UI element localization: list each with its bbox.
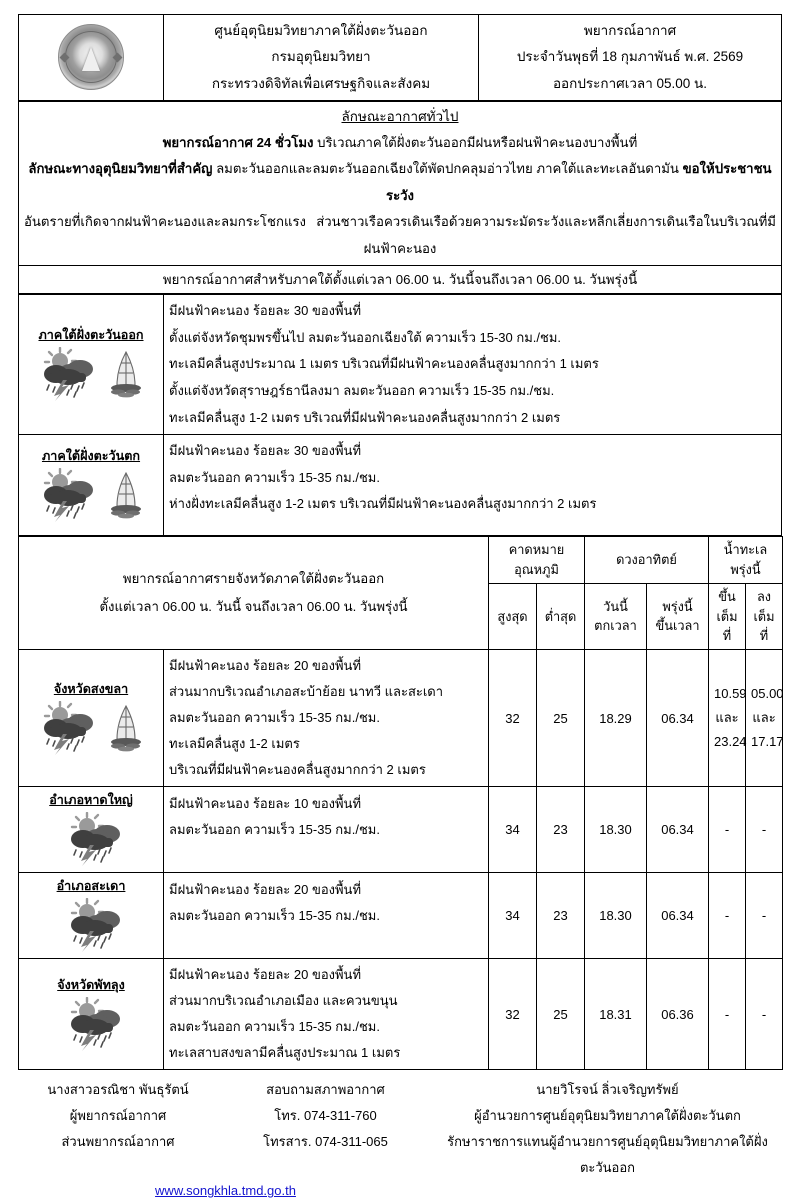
province-spacer <box>169 843 483 869</box>
footer-director-block <box>433 1077 782 1181</box>
province-line: ส่วนมากบริเวณอำเภอเมือง และควนขนุน <box>169 993 398 1009</box>
footer-forecaster-block <box>18 1077 218 1181</box>
temp-min-value: 23 <box>537 873 585 959</box>
region-line: มีฝนฟ้าคะนอง ร้อยละ 30 ของพื้นที่ <box>169 302 362 318</box>
forecast-24h-text: บริเวณภาคใต้ฝั่งตะวันออกมีฝนหรือฝนฟ้าคะนองบางพื้นที่ <box>317 134 638 150</box>
validity-band: พยากรณ์อากาศสำหรับภาคใต้ตั้งแต่เวลา 06.00 น. วันนี้จนถึงเวลา 06.00 น. วันพรุ่งนี้ <box>19 265 782 293</box>
sunset-value: 18.29 <box>585 650 647 787</box>
tide-low-conj: และ <box>752 710 776 726</box>
region-spacer <box>169 518 776 532</box>
temp-max-value: 32 <box>489 650 537 787</box>
organization-block <box>164 15 479 101</box>
synoptic-line <box>24 156 776 209</box>
footer-url-line <box>18 1183 433 1198</box>
bulletin-issue-time: ออกประกาศเวลา 05.00 น. <box>552 75 708 91</box>
region-line: มีฝนฟ้าคะนอง ร้อยละ 30 ของพื้นที่ <box>169 443 362 459</box>
table-row <box>19 650 783 787</box>
sailboat-icon <box>106 470 146 520</box>
province-line: มีฝนฟ้าคะนอง ร้อยละ 10 ของพื้นที่ <box>169 795 362 811</box>
region-body-west <box>164 435 782 536</box>
temp-max-value: 34 <box>489 873 537 959</box>
province-header-row-1 <box>19 537 783 584</box>
synoptic-warning-lead: ขอให้ประชาชนระวัง <box>385 161 772 203</box>
footer-contact-block <box>218 1077 433 1181</box>
table-row <box>19 959 783 1070</box>
director-acting-title: รักษาราชการแทนผู้อำนวยการศูนย์อุตุนิยมวิทยาภาคใต้ฝั่งตะวันออก <box>447 1134 768 1176</box>
tide-low-line1: 05.00 <box>751 686 784 702</box>
province-label-cell <box>19 650 164 787</box>
contact-fax: โทรสาร. 074-311-065 <box>263 1134 388 1150</box>
tide-high-value: - <box>709 787 746 873</box>
region-line: ลมตะวันออก ความเร็ว 15-35 กม./ชม. <box>169 469 380 485</box>
synoptic-lead: ลักษณะทางอุตุนิยมวิทยาที่สำคัญ <box>28 161 213 177</box>
header-tide-high-line1: ขึ้น <box>718 588 736 604</box>
table-row <box>19 873 783 959</box>
general-conditions-row <box>19 101 782 265</box>
header-temp-min: ต่ำสุด <box>537 583 585 649</box>
forecaster-name: นางสาวอรณิชา พันธุรัตน์ <box>47 1082 189 1098</box>
region-line: ห่างฝั่งทะเลมีคลื่นสูง 1-2 เมตร บริเวณที่มีฝนฟ้าคะนองคลื่นสูงมากกว่า 2 เมตร <box>169 496 597 512</box>
website-link[interactable]: www.songkhla.tmd.go.th <box>155 1183 296 1198</box>
bulletin-date: ประจำวันพุธที่ 18 กุมภาพันธ์ พ.ศ. 2569 <box>516 49 744 65</box>
province-line: บริเวณที่มีฝนฟ้าคะนองคลื่นสูงมากกว่า 2 เมตร <box>169 762 426 778</box>
header-sunset <box>585 583 647 649</box>
province-icon <box>59 997 123 1051</box>
province-spacer <box>169 929 483 955</box>
director-name: นายวิโรจน์ ลิ่วเจริญทรัพย์ <box>536 1082 679 1098</box>
temp-max-value: 34 <box>489 787 537 873</box>
tide-low-value: - <box>746 873 783 959</box>
header-tide-high-line2: เต็มที่ <box>716 608 738 644</box>
seal-left-ornament-icon <box>60 53 70 63</box>
general-conditions-cell <box>19 101 782 265</box>
table-row <box>19 787 783 873</box>
sunrise-value: 06.34 <box>647 873 709 959</box>
tide-high-conj: และ <box>715 710 739 726</box>
forecast-24h-line <box>24 130 776 156</box>
province-table-title-line2: ตั้งแต่เวลา 06.00 น. วันนี้ จนถึงเวลา 06.00 น. วันพรุ่งนี้ <box>99 599 408 615</box>
header-sunrise-line1: พรุ่งนี้ <box>662 598 693 614</box>
province-line: ทะเลมีคลื่นสูง 1-2 เมตร <box>169 736 300 752</box>
header-tide-low-line2: เต็มที่ <box>753 608 775 644</box>
header-tide-low <box>746 583 783 649</box>
province-line: ทะเลสาบสงขลามีคลื่นสูงประมาณ 1 เมตร <box>169 1045 401 1061</box>
validity-band-row <box>19 265 782 293</box>
region-label-cell-east <box>19 294 164 434</box>
province-line: มีฝนฟ้าคะนอง ร้อยละ 20 ของพื้นที่ <box>169 658 362 674</box>
province-name: อำเภอสะเดา <box>56 879 126 894</box>
contact-heading: สอบถามสภาพอากาศ <box>266 1082 385 1098</box>
province-label-cell <box>19 959 164 1070</box>
header-sunrise-line2: ขึ้นเวลา <box>655 618 700 634</box>
sunrise-value: 06.34 <box>647 787 709 873</box>
temp-min-value: 23 <box>537 787 585 873</box>
thunderstorm-sun-cloud-rain-icon <box>36 701 102 755</box>
warning-line: อันตรายที่เกิดจากฝนฟ้าคะนองและลมกระโชกแรง ส่วนชาวเรือควรเดินเรือด้วยความระมัดระวังและหลีกเลี่ยงการเดินเรือในบริเวณที่มีฝนฟ้าคะนอง <box>24 214 776 256</box>
sailboat-icon <box>106 703 146 753</box>
thunderstorm-sun-cloud-rain-icon <box>36 347 102 401</box>
region-line: ตั้งแต่จังหวัดสุราษฎร์ธานีลงมา ลมตะวันออก ความเร็ว 15-35 กม./ชม. <box>169 382 555 398</box>
org-line-2: กรมอุตุนิยมวิทยา <box>271 49 371 65</box>
province-icon <box>59 898 123 952</box>
province-table-title-line1: พยากรณ์อากาศรายจังหวัดภาคใต้ฝั่งตะวันออก <box>122 571 385 587</box>
tide-high-value: - <box>709 959 746 1070</box>
contact-phone: โทร. 074-311-760 <box>274 1108 377 1124</box>
header-group-sun: ดวงอาทิตย์ <box>585 537 709 584</box>
masthead-table <box>18 14 782 101</box>
province-name: อำเภอหาดใหญ่ <box>49 793 133 808</box>
header-temp-line1: คาดหมาย <box>508 542 565 558</box>
forecaster-division: ส่วนพยากรณ์อากาศ <box>61 1134 175 1150</box>
header-tide-low-line1: ลง <box>756 588 772 604</box>
forecast-24h-lead: พยากรณ์อากาศ 24 ชั่วโมง <box>162 134 314 150</box>
region-body-east <box>164 294 782 434</box>
province-forecast-text <box>164 873 489 959</box>
tide-low-line2: 17.17 <box>751 734 784 750</box>
sailboat-icon <box>106 349 146 399</box>
region-row <box>19 294 782 434</box>
province-line: ลมตะวันออก ความเร็ว 15-35 กม./ชม. <box>169 710 380 726</box>
thunderstorm-sun-cloud-rain-icon <box>63 898 129 952</box>
province-line: ส่วนมากบริเวณอำเภอสะบ้าย้อย นาทวี และสะเดา <box>169 684 444 700</box>
province-icon <box>32 701 150 755</box>
region-row <box>19 435 782 536</box>
tide-low-value: - <box>746 959 783 1070</box>
temp-max-value: 32 <box>489 959 537 1070</box>
document-footer <box>18 1077 782 1198</box>
seal-right-ornament-icon <box>113 53 123 63</box>
province-line: ลมตะวันออก ความเร็ว 15-35 กม./ชม. <box>169 821 380 837</box>
region-name-east: ภาคใต้ฝั่งตะวันออก <box>38 328 144 343</box>
province-label-cell <box>19 873 164 959</box>
province-line: มีฝนฟ้าคะนอง ร้อยละ 20 ของพื้นที่ <box>169 881 362 897</box>
sunset-value: 18.30 <box>585 787 647 873</box>
masthead-row <box>19 15 782 101</box>
tide-high-line1: 10.59 <box>714 686 747 702</box>
bulletin-title: พยากรณ์อากาศ <box>583 23 677 38</box>
sunrise-value: 06.36 <box>647 959 709 1070</box>
header-sunset-line1: วันนี้ <box>603 598 628 614</box>
province-line: ลมตะวันออก ความเร็ว 15-35 กม./ชม. <box>169 1019 380 1035</box>
province-forecast-table <box>18 536 783 1070</box>
tide-high-value <box>709 650 746 787</box>
province-icon <box>59 812 123 866</box>
tmd-logo-cell <box>19 15 164 101</box>
province-name: จังหวัดพัทลุง <box>57 977 125 992</box>
temp-min-value: 25 <box>537 650 585 787</box>
region-label-cell-west <box>19 435 164 536</box>
general-conditions-table <box>18 101 782 294</box>
region-line: ทะเลมีคลื่นสูงประมาณ 1 เมตร บริเวณที่มีฝนฟ้าคะนองคลื่นสูงมากกว่า 1 เมตร <box>169 356 599 372</box>
province-line: ลมตะวันออก ความเร็ว 15-35 กม./ชม. <box>169 907 380 923</box>
sunset-value: 18.31 <box>585 959 647 1070</box>
thunderstorm-sun-cloud-rain-icon <box>36 468 102 522</box>
region-icon-west <box>32 468 150 522</box>
province-forecast-text <box>164 959 489 1070</box>
thunderstorm-sun-cloud-rain-icon <box>63 997 129 1051</box>
header-tide-high <box>709 583 746 649</box>
org-line-1: ศูนย์อุตุนิยมวิทยาภาคใต้ฝั่งตะวันออก <box>214 23 428 38</box>
synoptic-text: ลมตะวันออกและลมตะวันออกเฉียงใต้พัดปกคลุมอ่าวไทย ภาคใต้และทะเลอันดามัน <box>216 161 679 177</box>
sunrise-value: 06.34 <box>647 650 709 787</box>
province-label-cell <box>19 787 164 873</box>
province-line: มีฝนฟ้าคะนอง ร้อยละ 20 ของพื้นที่ <box>169 967 362 983</box>
header-temp-line2: อุณหภูมิ <box>514 561 559 577</box>
province-forecast-text <box>164 787 489 873</box>
thunderstorm-sun-cloud-rain-icon <box>63 812 129 866</box>
forecaster-title: ผู้พยากรณ์อากาศ <box>69 1108 167 1124</box>
tmd-seal-icon <box>58 24 124 90</box>
temp-min-value: 25 <box>537 959 585 1070</box>
region-line: ตั้งแต่จังหวัดชุมพรขึ้นไป ลมตะวันออกเฉียงใต้ ความเร็ว 15-30 กม./ชม. <box>169 329 562 345</box>
header-sunset-line2: ตกเวลา <box>594 618 637 634</box>
header-group-temperature <box>489 537 585 584</box>
region-forecast-table <box>18 294 782 536</box>
tide-high-line2: 23.24 <box>714 734 747 750</box>
province-name: จังหวัดสงขลา <box>53 681 129 696</box>
region-icon-east <box>32 347 150 401</box>
footer-columns <box>18 1077 782 1181</box>
header-group-tide: น้ำทะเลพรุ่งนี้ <box>709 537 783 584</box>
region-line: ทะเลมีคลื่นสูง 1-2 เมตร บริเวณที่มีฝนฟ้าคะนองคลื่นสูงมากกว่า 2 เมตร <box>169 409 561 425</box>
header-temp-max: สูงสุด <box>489 583 537 649</box>
province-table-title <box>19 537 489 650</box>
sunset-value: 18.30 <box>585 873 647 959</box>
region-name-west: ภาคใต้ฝั่งตะวันตก <box>41 448 141 463</box>
bulletin-meta-block <box>479 15 782 101</box>
general-conditions-title: ลักษณะอากาศทั่วไป <box>341 108 459 124</box>
tide-low-value <box>746 650 783 787</box>
org-line-3: กระทรวงดิจิทัลเพื่อเศรษฐกิจและสังคม <box>211 75 431 91</box>
province-forecast-text <box>164 650 489 787</box>
director-title: ผู้อำนวยการศูนย์อุตุนิยมวิทยาภาคใต้ฝั่งตะวันตก <box>474 1108 741 1124</box>
tide-high-value: - <box>709 873 746 959</box>
header-sunrise <box>647 583 709 649</box>
tide-low-value: - <box>746 787 783 873</box>
